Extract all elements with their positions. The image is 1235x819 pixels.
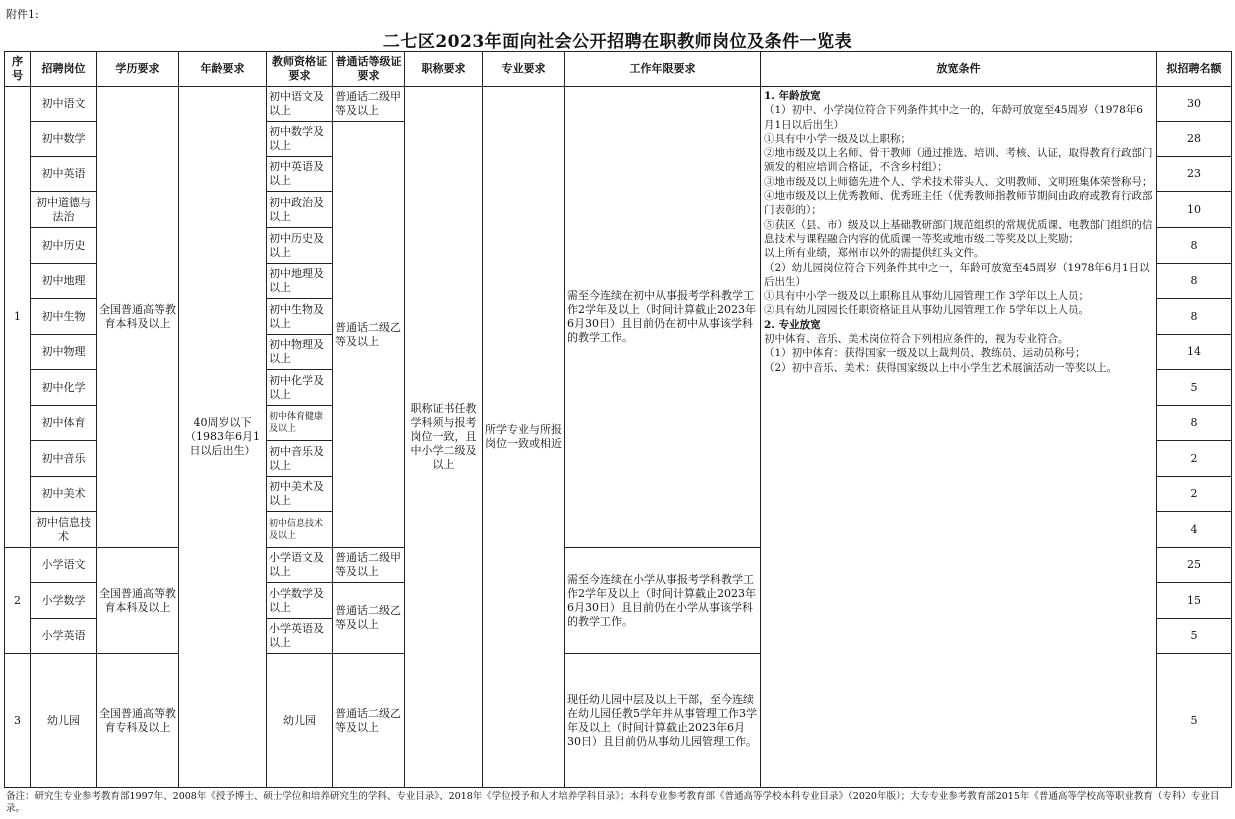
quota-cell: 5	[1157, 654, 1232, 788]
page-title: 二七区2023年面向社会公开招聘在职教师岗位及条件一览表	[382, 32, 853, 52]
education-cell: 全国普通高等教育本科及以上	[97, 548, 179, 654]
relax-line: ②地市级及以上名师、骨干教师（通过推选、培训、考核、认证，取得教育行政部门颁发的相应培训合格证，不含乡村组）；	[764, 147, 1153, 174]
header-mandarin: 普通话等级证要求	[333, 52, 405, 87]
footnote: 备注：研究生专业参考教育部1997年、2008年《授予博士、硕士学位和培养研究生的学科、专业目录》、2018年《学位授予和人才培养学科目录》；本科专业参考教育部《普通高等学校本科专业目录》（2020年版）；大专专业参考教育部2015年《普通高等学校高等职业教育（专科）专业目录。	[6, 791, 1220, 814]
cert-cell: 小学英语及以上	[267, 619, 333, 654]
relax-line: 初中体育、音乐、美术岗位符合下列相应条件的，视为专业符合。	[764, 333, 1069, 346]
relax-line: 2. 专业放宽	[764, 318, 821, 331]
relax-line: 1. 年龄放宽	[764, 90, 821, 102]
quota-cell: 28	[1157, 122, 1232, 157]
quota-cell: 30	[1157, 87, 1232, 122]
major-cell: 所学专业与所报岗位一致或相近	[483, 87, 565, 788]
cert-cell: 幼儿园	[267, 654, 333, 788]
quota-cell: 5	[1157, 619, 1232, 654]
header-quota: 拟招聘名额	[1157, 52, 1232, 87]
header-relax: 放宽条件	[761, 52, 1157, 87]
attachment-label: 附件1:	[6, 8, 39, 21]
relax-line: 以上所有业绩，郑州市以外的需提供红头文件。	[764, 247, 985, 260]
cert-cell: 初中化学及以上	[267, 370, 333, 406]
header-seq: 序号	[5, 52, 31, 87]
cert-cell: 初中物理及以上	[267, 335, 333, 370]
cert-cell: 初中英语及以上	[267, 157, 333, 192]
mandarin-cell: 普通话二级乙等及以上	[333, 583, 405, 654]
mandarin-cell: 普通话二级甲等及以上	[333, 548, 405, 583]
group-seq: 3	[5, 654, 31, 788]
mandarin-cell: 普通话二级乙等及以上	[333, 122, 405, 548]
quota-cell: 8	[1157, 299, 1232, 335]
position-cell: 初中地理	[31, 264, 97, 299]
quota-cell: 2	[1157, 441, 1232, 477]
header-position: 招聘岗位	[31, 52, 97, 87]
quota-cell: 10	[1157, 192, 1232, 228]
quota-cell: 23	[1157, 157, 1232, 192]
relax-line: ②具有幼儿园园长任职资格证且从事幼儿园管理工作 5学年以上人员。	[764, 304, 1090, 317]
position-cell: 初中美术	[31, 477, 97, 512]
group-seq: 2	[5, 548, 31, 654]
education-cell: 全国普通高等教育专科及以上	[97, 654, 179, 788]
cert-cell: 初中信息技术及以上	[267, 512, 333, 548]
position-cell: 幼儿园	[31, 654, 97, 788]
relax-line: （2）初中音乐、美术：获得国家级以上中小学生艺术展演活动一等奖以上。	[764, 361, 1118, 374]
quota-cell: 15	[1157, 583, 1232, 619]
position-cell: 初中信息技术	[31, 512, 97, 548]
relax-line: ①具有中小学一级及以上职称且从事幼儿园管理工作 3学年以上人员；	[764, 290, 1090, 303]
position-cell: 小学语文	[31, 548, 97, 583]
position-cell: 初中化学	[31, 370, 97, 406]
header-major: 专业要求	[483, 52, 565, 87]
position-cell: 小学英语	[31, 619, 97, 654]
work-cell: 现任幼儿园中层及以上干部，至今连续在幼儿园任教5学年并从事管理工作3学年及以上（时间计算截止2023年6月30日）且目前仍从事幼儿园管理工作。	[565, 654, 761, 788]
position-cell: 初中音乐	[31, 441, 97, 477]
relax-line: ①具有中小学一级及以上职称；	[764, 132, 911, 145]
quota-cell: 4	[1157, 512, 1232, 548]
quota-cell: 14	[1157, 335, 1232, 370]
quota-cell: 2	[1157, 477, 1232, 512]
cert-cell: 初中政治及以上	[267, 192, 333, 228]
quota-cell: 8	[1157, 264, 1232, 299]
position-cell: 初中英语	[31, 157, 97, 192]
position-cell: 初中数学	[31, 122, 97, 157]
position-cell: 初中道德与法治	[31, 192, 97, 228]
cert-cell: 初中历史及以上	[267, 228, 333, 264]
header-title-req: 职称要求	[405, 52, 483, 87]
position-cell: 小学数学	[31, 583, 97, 619]
quota-cell: 8	[1157, 406, 1232, 441]
position-cell: 初中体育	[31, 406, 97, 441]
mandarin-cell: 普通话二级甲等及以上	[333, 87, 405, 122]
cert-cell: 初中语文及以上	[267, 87, 333, 122]
relax-line: ③地市级及以上师德先进个人、学术技术带头人、文明教师、文明班集体荣誉称号；	[764, 175, 1153, 188]
work-cell: 需至今连续在小学从事报考学科教学工作2学年及以上（时间计算截止2023年6月30日）且目前仍在小学从事该学科的教学工作。	[565, 548, 761, 654]
quota-cell: 8	[1157, 228, 1232, 264]
work-cell: 需至今连续在初中从事报考学科教学工作2学年及以上（时间计算截止2023年6月30日）且目前仍在初中从事该学科的教学工作。	[565, 87, 761, 548]
header-education: 学历要求	[97, 52, 179, 87]
recruitment-table	[4, 51, 1232, 788]
relax-conditions	[761, 87, 1157, 788]
relax-line: （1）初中、小学岗位符合下列条件其中之一的，年龄可放宽至45周岁（1978年6月1日以后出生）	[764, 104, 1143, 131]
relax-line: ⑤获区（县、市）级及以上基础教研部门规范组织的常规优质课、电教部门组织的信息技术与课程融合内容的优质课一等奖或地市级二等奖及以上奖励；	[764, 218, 1153, 245]
title-req-cell: 职称证书任教学科须与报考岗位一致，且中小学二级及以上	[405, 87, 483, 788]
position-cell: 初中生物	[31, 299, 97, 335]
header-cert: 教师资格证要求	[267, 52, 333, 87]
cert-cell: 小学语文及以上	[267, 548, 333, 583]
cert-cell: 初中生物及以上	[267, 299, 333, 335]
relax-line: （2）幼儿园岗位符合下列条件其中之一，年龄可放宽至45周岁（1978年6月1日以后出生）	[764, 261, 1150, 288]
header-age: 年龄要求	[179, 52, 267, 87]
education-cell: 全国普通高等教育本科及以上	[97, 87, 179, 548]
quota-cell: 25	[1157, 548, 1232, 583]
cert-cell: 初中地理及以上	[267, 264, 333, 299]
age-cell: 40周岁以下（1983年6月1日以后出生）	[179, 87, 267, 788]
cert-cell: 初中数学及以上	[267, 122, 333, 157]
header-work: 工作年限要求	[565, 52, 761, 87]
position-cell: 初中历史	[31, 228, 97, 264]
group-seq: 1	[5, 87, 31, 548]
relax-line: （1）初中体育：获得国家一级及以上裁判员、教练员、运动员称号；	[764, 347, 1086, 360]
position-cell: 初中语文	[31, 87, 97, 122]
cert-cell: 初中音乐及以上	[267, 441, 333, 477]
cert-cell: 初中美术及以上	[267, 477, 333, 512]
cert-cell: 小学数学及以上	[267, 583, 333, 619]
relax-line: ④地市级及以上优秀教师、优秀班主任（优秀教师指教师节期间由政府或教育行政部门表彰的）；	[764, 190, 1153, 217]
cert-cell: 初中体育健康及以上	[267, 406, 333, 441]
quota-cell: 5	[1157, 370, 1232, 406]
mandarin-cell: 普通话二级乙等及以上	[333, 654, 405, 788]
position-cell: 初中物理	[31, 335, 97, 370]
